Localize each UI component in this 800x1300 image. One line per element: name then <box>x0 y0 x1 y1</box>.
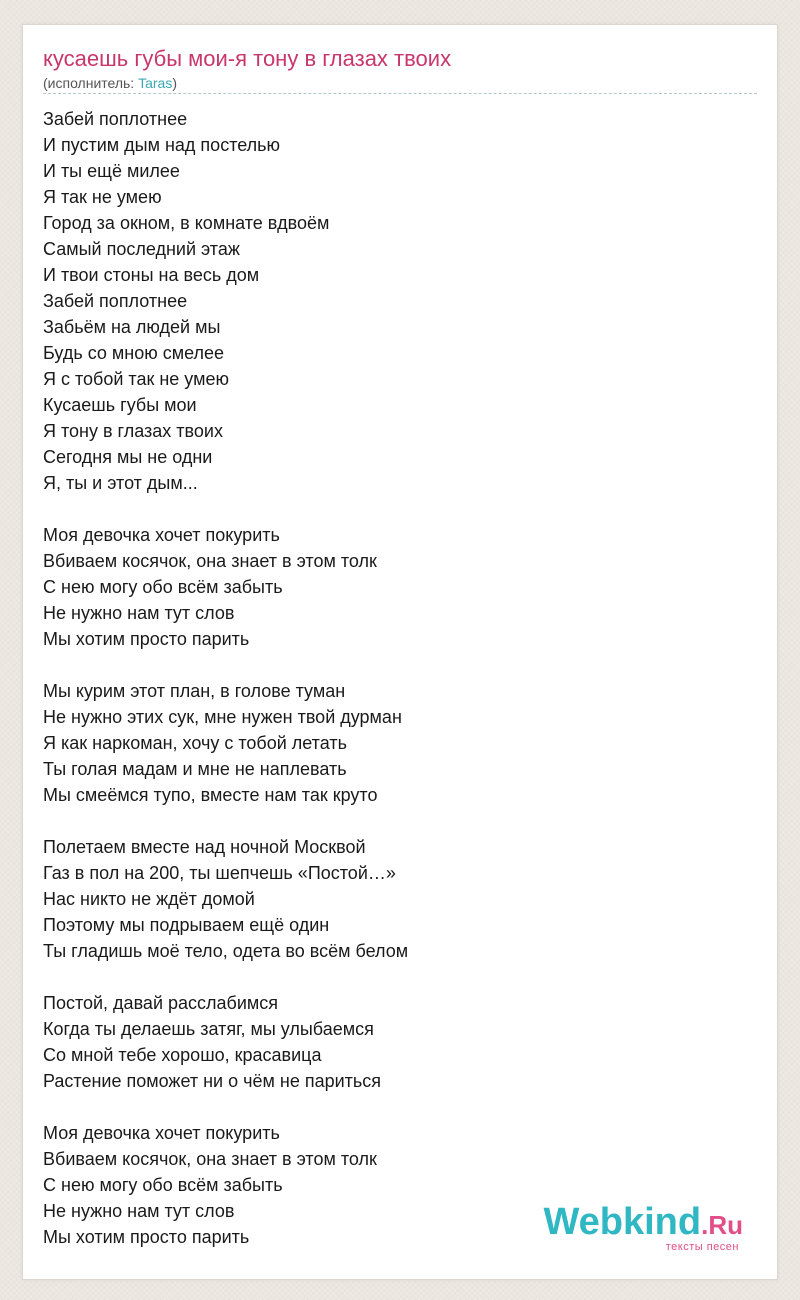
lyric-line: Кусаешь губы мои <box>43 395 197 415</box>
lyric-line: Забей поплотнее <box>43 291 188 311</box>
lyrics-stanza <box>43 106 743 496</box>
lyric-line: Полетаем вместе над ночной Москвой <box>43 837 366 857</box>
lyric-line: Забьём на людей мы <box>43 317 221 337</box>
lyric-line: Мы хотим просто парить <box>43 1227 250 1247</box>
lyric-line: Я тону в глазах твоих <box>43 421 223 441</box>
lyric-line: Газ в пол на 200, ты шепчешь «Постой…» <box>43 863 396 883</box>
lyric-line: Со мной тебе хорошо, красавица <box>43 1045 322 1065</box>
lyric-line: Растение поможет ни о чём не париться <box>43 1071 382 1091</box>
lyric-line: Когда ты делаешь затяг, мы улыбаемся <box>43 1019 374 1039</box>
logo-word: Webkind <box>543 1201 702 1243</box>
logo-tld: .Ru <box>701 1210 743 1240</box>
lyric-line: Ты голая мадам и мне не наплевать <box>43 759 347 779</box>
artist-suffix: ) <box>172 75 177 91</box>
lyric-line: Не нужно нам тут слов <box>43 603 235 623</box>
artist-prefix: (исполнитель: <box>43 75 139 91</box>
lyric-line: Мы хотим просто парить <box>43 629 250 649</box>
lyric-line: Я с тобой так не умею <box>43 369 229 389</box>
lyrics-card <box>22 24 778 1280</box>
artist-link[interactable]: Taras <box>138 75 173 91</box>
lyric-line: Нас никто не ждёт домой <box>43 889 255 909</box>
lyrics-stanza <box>43 990 743 1094</box>
lyric-line: Не нужно нам тут слов <box>43 1201 235 1221</box>
lyric-line: Постой, давай расслабимся <box>43 993 279 1013</box>
lyric-line: Я, ты и этот дым... <box>43 473 198 493</box>
lyric-line: Мы курим этот план, в голове туман <box>43 681 346 701</box>
lyrics-text <box>43 106 743 1276</box>
lyric-line: Я так не умею <box>43 187 162 207</box>
lyric-line: Мы смеёмся тупо, вместе нам так круто <box>43 785 378 805</box>
lyric-line: Вбиваем косячок, она знает в этом толк <box>43 1149 377 1169</box>
lyric-line: И пустим дым над постелью <box>43 135 281 155</box>
lyric-line: Моя девочка хочет покурить <box>43 1123 280 1143</box>
lyric-line: Сегодня мы не одни <box>43 447 213 467</box>
lyric-line: Будь со мною смелее <box>43 343 225 363</box>
logo-tagline: тексты песен <box>665 1241 739 1253</box>
lyric-line: С нею могу обо всём забыть <box>43 1175 283 1195</box>
site-logo[interactable] <box>543 1202 743 1253</box>
lyric-line: Вбиваем косячок, она знает в этом толк <box>43 551 377 571</box>
song-title: кусаешь губы мои-я тону в глазах твоих <box>43 46 452 71</box>
lyric-line: Ты гладишь моё тело, одета во всём белом <box>43 941 409 961</box>
lyric-line: С нею могу обо всём забыть <box>43 577 283 597</box>
title-divider <box>43 93 757 94</box>
lyric-line: И твои стоны на весь дом <box>43 265 260 285</box>
lyric-line: Город за окном, в комнате вдвоём <box>43 213 330 233</box>
lyric-line: Моя девочка хочет покурить <box>43 525 280 545</box>
logo-wordmark <box>543 1202 743 1245</box>
lyric-line: Забей поплотнее <box>43 109 188 129</box>
lyric-line: Поэтому мы подрываем ещё один <box>43 915 330 935</box>
lyrics-stanza <box>43 678 743 808</box>
lyrics-stanza <box>43 834 743 964</box>
lyric-line: Не нужно этих сук, мне нужен твой дурман <box>43 707 402 727</box>
lyric-line: И ты ещё милее <box>43 161 180 181</box>
lyric-line: Самый последний этаж <box>43 239 240 259</box>
artist-line <box>43 74 177 92</box>
lyric-line: Я как наркоман, хочу с тобой летать <box>43 733 347 753</box>
lyrics-stanza <box>43 522 743 652</box>
